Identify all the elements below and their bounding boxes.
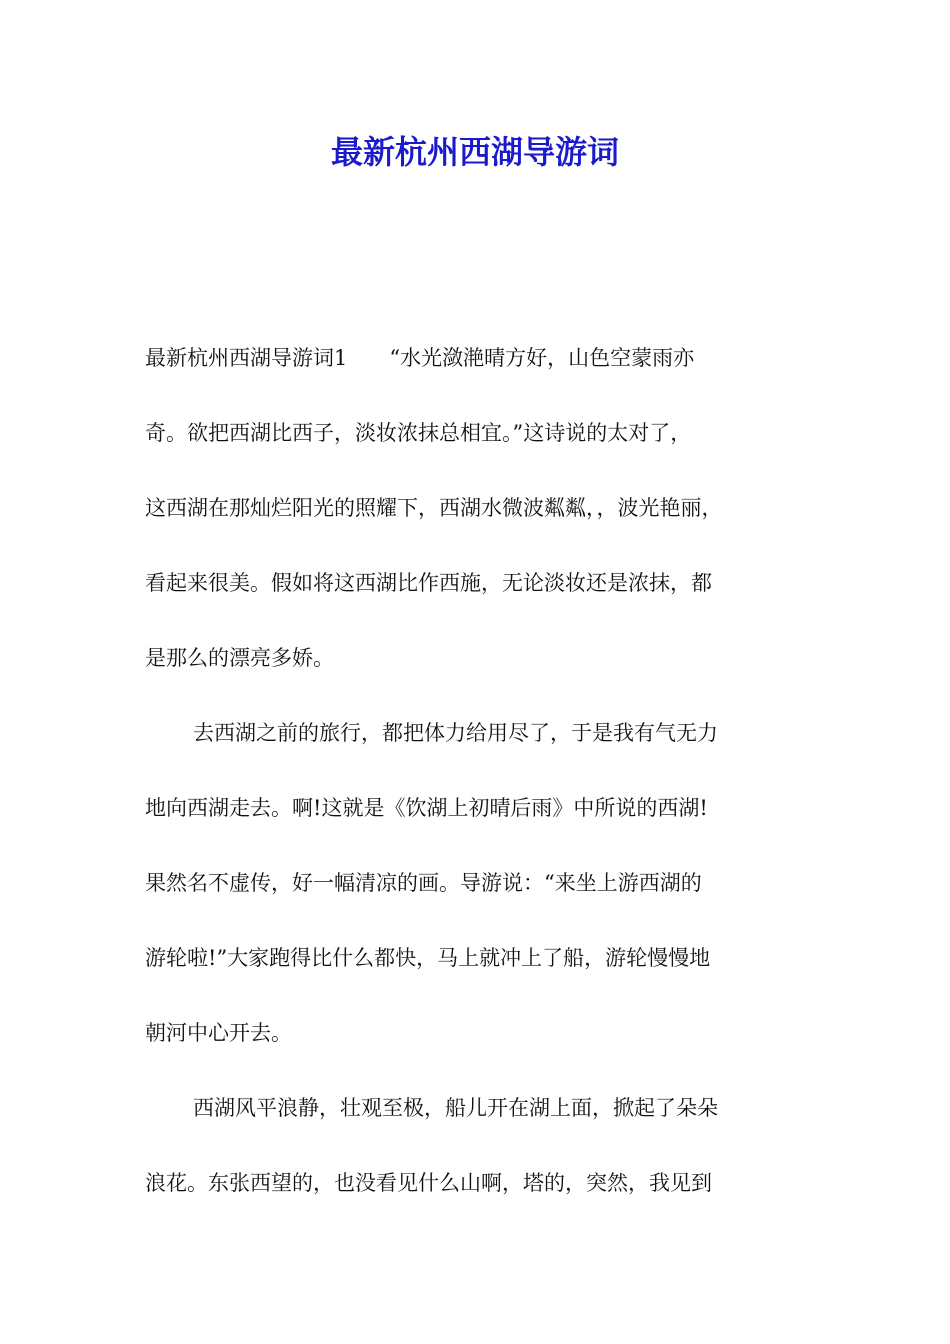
paragraph-line: 是那么的漂亮多娇。 <box>145 646 334 670</box>
paragraph-line: 看起来很美。假如将这西湖比作西施，无论淡妆还是浓抹，都 <box>145 571 712 595</box>
document-title: 最新杭州西湖导游词 <box>330 133 619 171</box>
paragraph-line: 朝河中心开去。 <box>145 1021 292 1045</box>
paragraph-line: 这西湖在那灿烂阳光的照耀下，西湖水微波粼粼，，波光艳丽， <box>145 496 723 520</box>
paragraph-line: 最新杭州西湖导游词1 “水光潋滟晴方好，山色空蒙雨亦 <box>145 346 695 370</box>
paragraph-line: 浪花。东张西望的，也没看见什么山啊，塔的，突然，我见到 <box>145 1171 712 1195</box>
paragraph-line: 奇。欲把西湖比西子，淡妆浓抹总相宜。”这诗说的太对了， <box>145 421 692 445</box>
paragraph-line: 果然名不虚传，好一幅清凉的画。导游说：“来坐上游西湖的 <box>145 871 702 895</box>
paragraph-line: 地向西湖走去。啊!这就是《饮湖上初晴后雨》中所说的西湖! <box>145 796 708 820</box>
paragraph-line: 西湖风平浪静，壮观至极，船儿开在湖上面，掀起了朵朵 <box>193 1096 718 1120</box>
paragraph-line: 去西湖之前的旅行，都把体力给用尽了，于是我有气无力 <box>193 721 718 745</box>
paragraph-line: 游轮啦!”大家跑得比什么都快，马上就冲上了船，游轮慢慢地 <box>145 946 711 970</box>
